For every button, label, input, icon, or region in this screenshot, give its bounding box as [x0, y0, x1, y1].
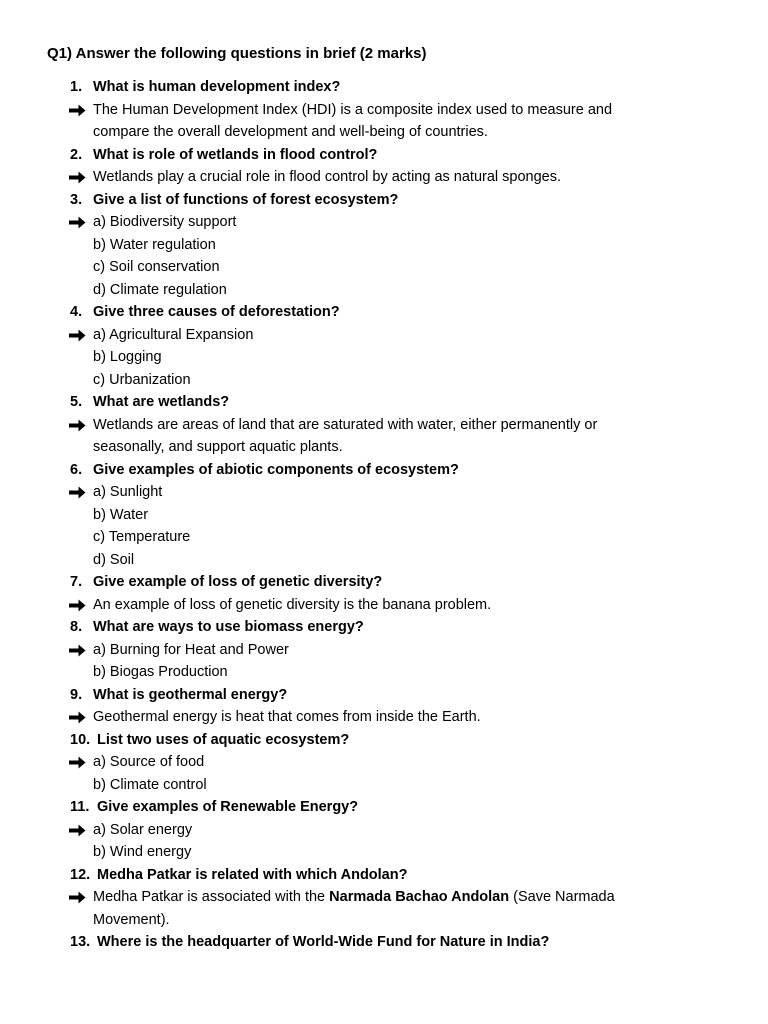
arrow-right-icon	[69, 639, 89, 662]
question-text: What are ways to use biomass energy?	[93, 619, 364, 635]
question-line	[0, 391, 768, 414]
question-line	[0, 684, 768, 707]
answer-sub-item: b) Biogas Production	[93, 664, 228, 680]
question-line	[0, 796, 768, 819]
answer-line	[93, 886, 688, 909]
question-number: 13.	[70, 934, 91, 950]
question-line	[0, 571, 768, 594]
question-text: Give examples of abiotic components of ecosystem?	[93, 461, 459, 478]
arrow-right-icon	[69, 324, 89, 347]
answer-sub-item: c) Temperature	[93, 529, 191, 545]
question-number: 6.	[70, 461, 83, 478]
arrow-right-icon	[69, 99, 89, 122]
answer-line: a) Source of food	[93, 754, 205, 770]
answer-line: Wetlands are areas of land that are saturated with water, either permanently or	[93, 416, 598, 433]
question-number: 4.	[70, 304, 83, 320]
question-number: 10.	[70, 731, 91, 748]
answer-line: a) Sunlight	[93, 484, 163, 500]
question-line	[0, 301, 768, 324]
question-text: List two uses of aquatic ecosystem?	[97, 731, 350, 748]
answer-sub-item: c) Soil conservation	[93, 259, 220, 275]
answer-line: compare the overall development and well-being of countries.	[93, 124, 488, 140]
section-heading: Q1) Answer the following questions in brief (2 marks)	[47, 45, 427, 62]
answer-block	[0, 706, 768, 729]
question-line	[0, 729, 768, 752]
question-line	[0, 144, 768, 167]
question-number: 2.	[70, 146, 83, 163]
answer-sub-item: b) Water	[93, 506, 149, 523]
answer-sub-item: b) Climate control	[93, 776, 207, 793]
question-number: 11.	[70, 799, 90, 815]
answer-block	[0, 639, 768, 662]
answer-sub-item: b) Wind energy	[93, 844, 192, 860]
answer-block	[0, 886, 768, 931]
answer-sub-item: b) Water regulation	[93, 236, 216, 253]
answer-line: seasonally, and support aquatic plants.	[93, 439, 343, 455]
answer-line: Wetlands play a crucial role in flood control by acting as natural sponges.	[93, 169, 562, 185]
answer-line: a) Burning for Heat and Power	[93, 641, 289, 658]
answer-line: a) Biodiversity support	[93, 214, 237, 230]
arrow-right-icon	[69, 706, 89, 729]
question-text: Where is the headquarter of World-Wide Fund for Nature in India?	[97, 934, 550, 950]
arrow-right-icon	[69, 481, 89, 504]
answer-block	[0, 99, 768, 144]
question-text: What is human development index?	[93, 79, 341, 95]
question-number: 8.	[70, 619, 83, 635]
question-text: What is geothermal energy?	[93, 686, 288, 703]
question-line	[0, 616, 768, 639]
question-text: Medha Patkar is related with which Andolan?	[97, 866, 408, 883]
arrow-right-icon	[69, 166, 89, 189]
arrow-right-icon	[69, 886, 89, 909]
question-number: 1.	[70, 79, 83, 95]
question-text: Give example of loss of genetic diversity?	[93, 574, 383, 590]
question-number: 7.	[70, 574, 83, 590]
answer-sub-item: d) Climate regulation	[93, 281, 227, 298]
answer-line: An example of loss of genetic diversity is the banana problem.	[93, 596, 492, 613]
answer-line: The Human Development Index (HDI) is a composite index used to measure and	[93, 101, 613, 118]
question-line	[0, 189, 768, 212]
question-text: What are wetlands?	[93, 394, 230, 410]
question-number: 3.	[70, 191, 83, 208]
qa-list	[0, 76, 768, 954]
answer-text: Medha Patkar is associated with the	[93, 889, 330, 905]
answer-block	[0, 819, 768, 842]
question-line	[0, 864, 768, 887]
arrow-right-icon	[69, 751, 89, 774]
answer-block	[0, 166, 768, 189]
question-text: Give examples of Renewable Energy?	[97, 799, 359, 815]
answer-line: Geothermal energy is heat that comes from inside the Earth.	[93, 709, 481, 725]
answer-sub-item: d) Soil	[93, 551, 135, 568]
answer-block	[0, 324, 768, 347]
answer-sub-item: c) Urbanization	[93, 371, 191, 388]
question-number: 5.	[70, 394, 83, 410]
answer-block	[0, 211, 768, 234]
answer-block	[0, 414, 768, 459]
answer-line: a) Solar energy	[93, 821, 193, 838]
question-number: 9.	[70, 686, 83, 703]
arrow-right-icon	[69, 594, 89, 617]
answer-text: (Save Narmada	[509, 889, 615, 905]
answer-block	[0, 594, 768, 617]
answer-block	[0, 481, 768, 504]
question-line	[0, 931, 768, 954]
question-text: Give a list of functions of forest ecosystem?	[93, 191, 399, 208]
question-text: What is role of wetlands in flood control?	[93, 146, 378, 163]
question-line	[0, 459, 768, 482]
question-line	[0, 76, 768, 99]
answer-line: a) Agricultural Expansion	[93, 326, 254, 343]
answer-line: Movement).	[93, 911, 170, 928]
arrow-right-icon	[69, 211, 89, 234]
arrow-right-icon	[69, 819, 89, 842]
answer-emphasis: Narmada Bachao Andolan	[329, 889, 510, 905]
answer-block	[0, 751, 768, 774]
question-number: 12.	[70, 866, 91, 883]
answer-sub-item: b) Logging	[93, 349, 162, 365]
question-text: Give three causes of deforestation?	[93, 304, 340, 320]
arrow-right-icon	[69, 414, 89, 437]
